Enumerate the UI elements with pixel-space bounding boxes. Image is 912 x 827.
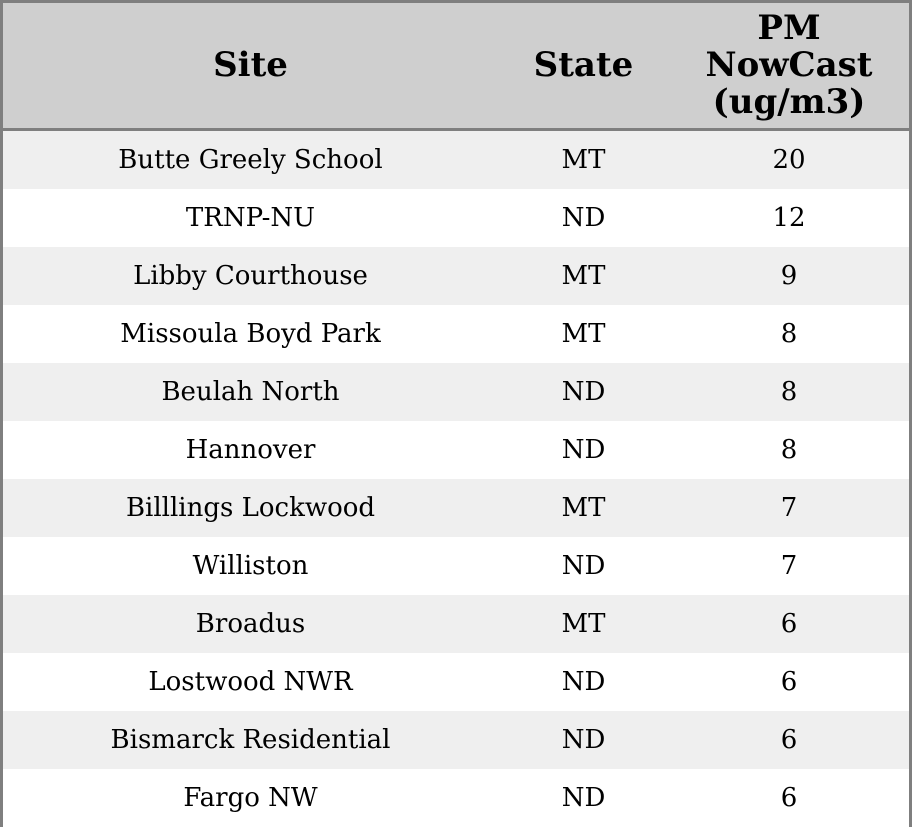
table-header xyxy=(3,3,909,130)
table-row xyxy=(3,247,909,305)
header-state xyxy=(498,3,669,130)
table-body xyxy=(3,130,909,827)
site-cell: Williston xyxy=(3,537,498,595)
state-cell: ND xyxy=(498,653,669,711)
site-cell: Butte Greely School xyxy=(3,130,498,190)
pm-nowcast-cell: 6 xyxy=(669,711,909,769)
state-cell: ND xyxy=(498,421,669,479)
site-cell: TRNP-NU xyxy=(3,189,498,247)
state-cell: MT xyxy=(498,479,669,537)
header-pm-line-3: (ug/m3) xyxy=(712,82,866,122)
header-pm-line-2: NowCast xyxy=(705,45,873,85)
pm-nowcast-cell: 6 xyxy=(669,653,909,711)
state-cell: MT xyxy=(498,305,669,363)
header-pm-nowcast xyxy=(669,3,909,130)
pm-nowcast-cell: 6 xyxy=(669,769,909,827)
state-cell: ND xyxy=(498,363,669,421)
site-cell: Bismarck Residential xyxy=(3,711,498,769)
state-cell: MT xyxy=(498,595,669,653)
table-row xyxy=(3,189,909,247)
pm-nowcast-cell: 8 xyxy=(669,305,909,363)
pm-nowcast-cell: 8 xyxy=(669,421,909,479)
site-cell: Beulah North xyxy=(3,363,498,421)
site-cell: Lostwood NWR xyxy=(3,653,498,711)
site-cell: Broadus xyxy=(3,595,498,653)
state-cell: ND xyxy=(498,711,669,769)
header-site xyxy=(3,3,498,130)
table-row xyxy=(3,653,909,711)
pm-nowcast-cell: 8 xyxy=(669,363,909,421)
state-cell: ND xyxy=(498,537,669,595)
state-cell: ND xyxy=(498,769,669,827)
table-row xyxy=(3,130,909,190)
pm-nowcast-cell: 7 xyxy=(669,537,909,595)
site-cell: Fargo NW xyxy=(3,769,498,827)
table-row xyxy=(3,711,909,769)
pm-nowcast-table xyxy=(3,3,909,827)
table-row xyxy=(3,479,909,537)
site-cell: Missoula Boyd Park xyxy=(3,305,498,363)
table-row xyxy=(3,305,909,363)
table-row xyxy=(3,769,909,827)
header-pm-line-1: PM xyxy=(757,8,821,48)
pm-nowcast-cell: 20 xyxy=(669,130,909,190)
table-row xyxy=(3,421,909,479)
state-cell: MT xyxy=(498,130,669,190)
header-state-label: State xyxy=(533,45,634,85)
pm-nowcast-cell: 12 xyxy=(669,189,909,247)
site-cell: Libby Courthouse xyxy=(3,247,498,305)
pm-nowcast-cell: 6 xyxy=(669,595,909,653)
state-cell: MT xyxy=(498,247,669,305)
pm-nowcast-cell: 9 xyxy=(669,247,909,305)
table-row xyxy=(3,595,909,653)
pm-nowcast-cell: 7 xyxy=(669,479,909,537)
header-site-label: Site xyxy=(213,45,288,85)
table-row xyxy=(3,537,909,595)
table-row xyxy=(3,363,909,421)
header-row xyxy=(3,3,909,130)
site-cell: Hannover xyxy=(3,421,498,479)
site-cell: Billlings Lockwood xyxy=(3,479,498,537)
state-cell: ND xyxy=(498,189,669,247)
